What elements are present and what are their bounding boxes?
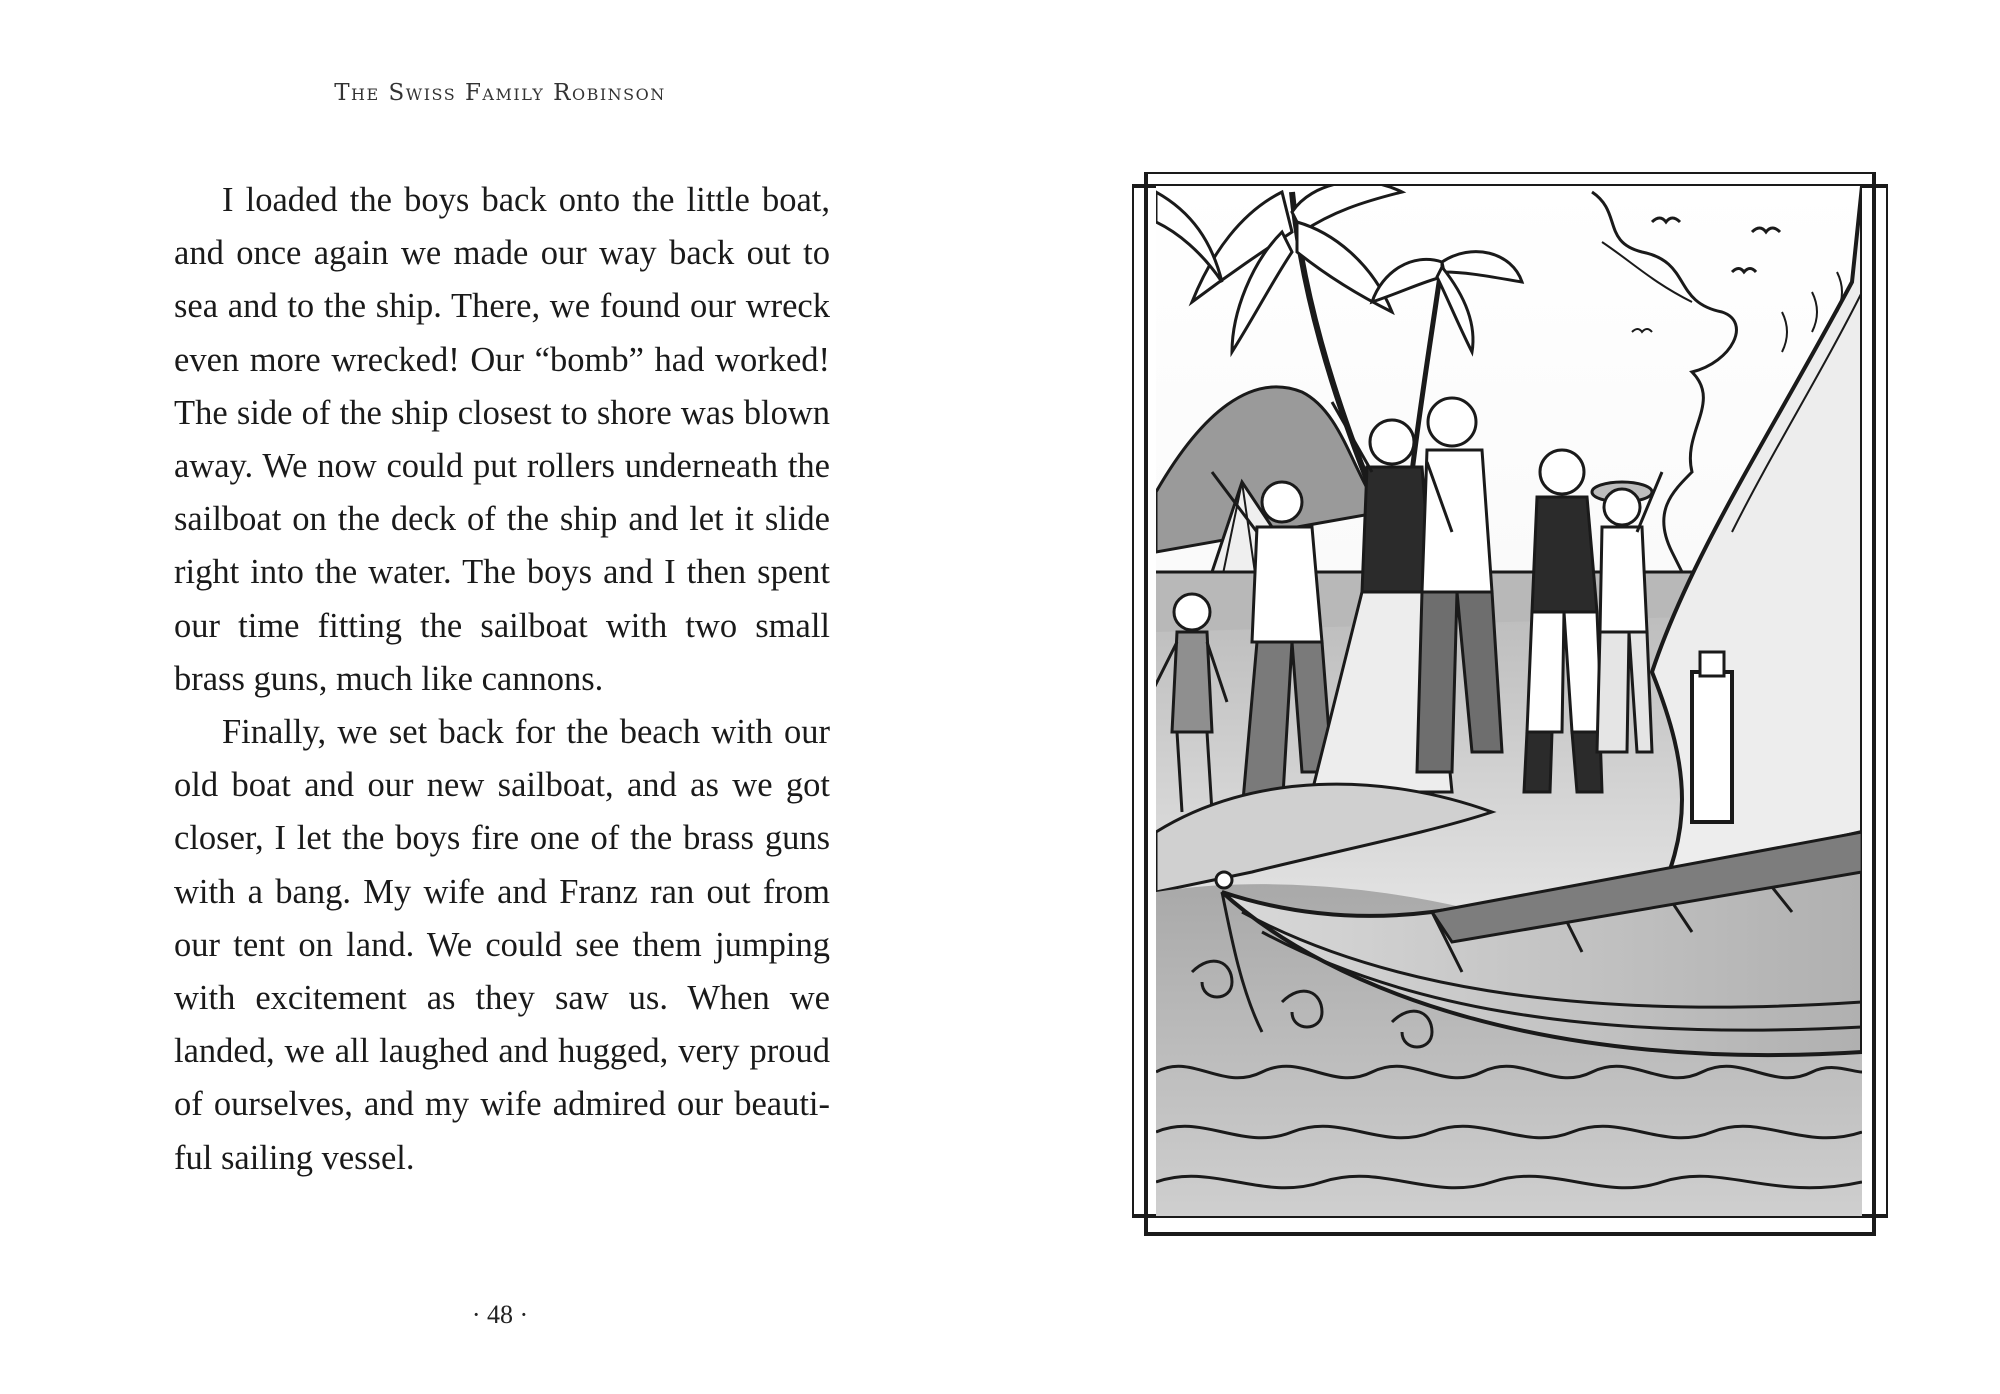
figure-head [1428,398,1476,446]
figure-head [1174,594,1210,630]
illustration [1132,172,1888,1240]
paragraph-2: Finally, we set back for the beach with our old boat and our new sailboat, and as we got closer, I let the boys fire one of the brass guns with a bang. My wife and Franz ran out from our tent on land. We could see them jumping with excitement as they saw us. When we landed, we all laughed and hugged, very proud of ourselves, and my wife admired our beautiful sailing vessel. [174,713,830,1177]
figure-head [1604,489,1640,525]
paragraph-1: I loaded the boys back onto the little boat, and once again we made our way back out to sea and to the ship. There, we found our wreck even more wrecked! Our “bomb” had worked! The side of the ship closest to shore was blown away. We now could put rollers underneath the sailboat on the deck of the ship and let it slide right into the water. The boys and I then spent our time fitting the sailboat with two small brass guns, much like cannons. [174,181,830,698]
figure-head [1262,482,1302,522]
running-head: The Swiss Family Robinson [334,80,666,106]
illustration-drawing [1132,172,1888,1240]
scene [1152,182,1862,1216]
brass-gun [1692,672,1732,822]
figure-head [1540,450,1584,494]
page-number: · 48 · [471,1300,529,1329]
figure-head [1370,420,1414,464]
body-text [174,174,830,1185]
